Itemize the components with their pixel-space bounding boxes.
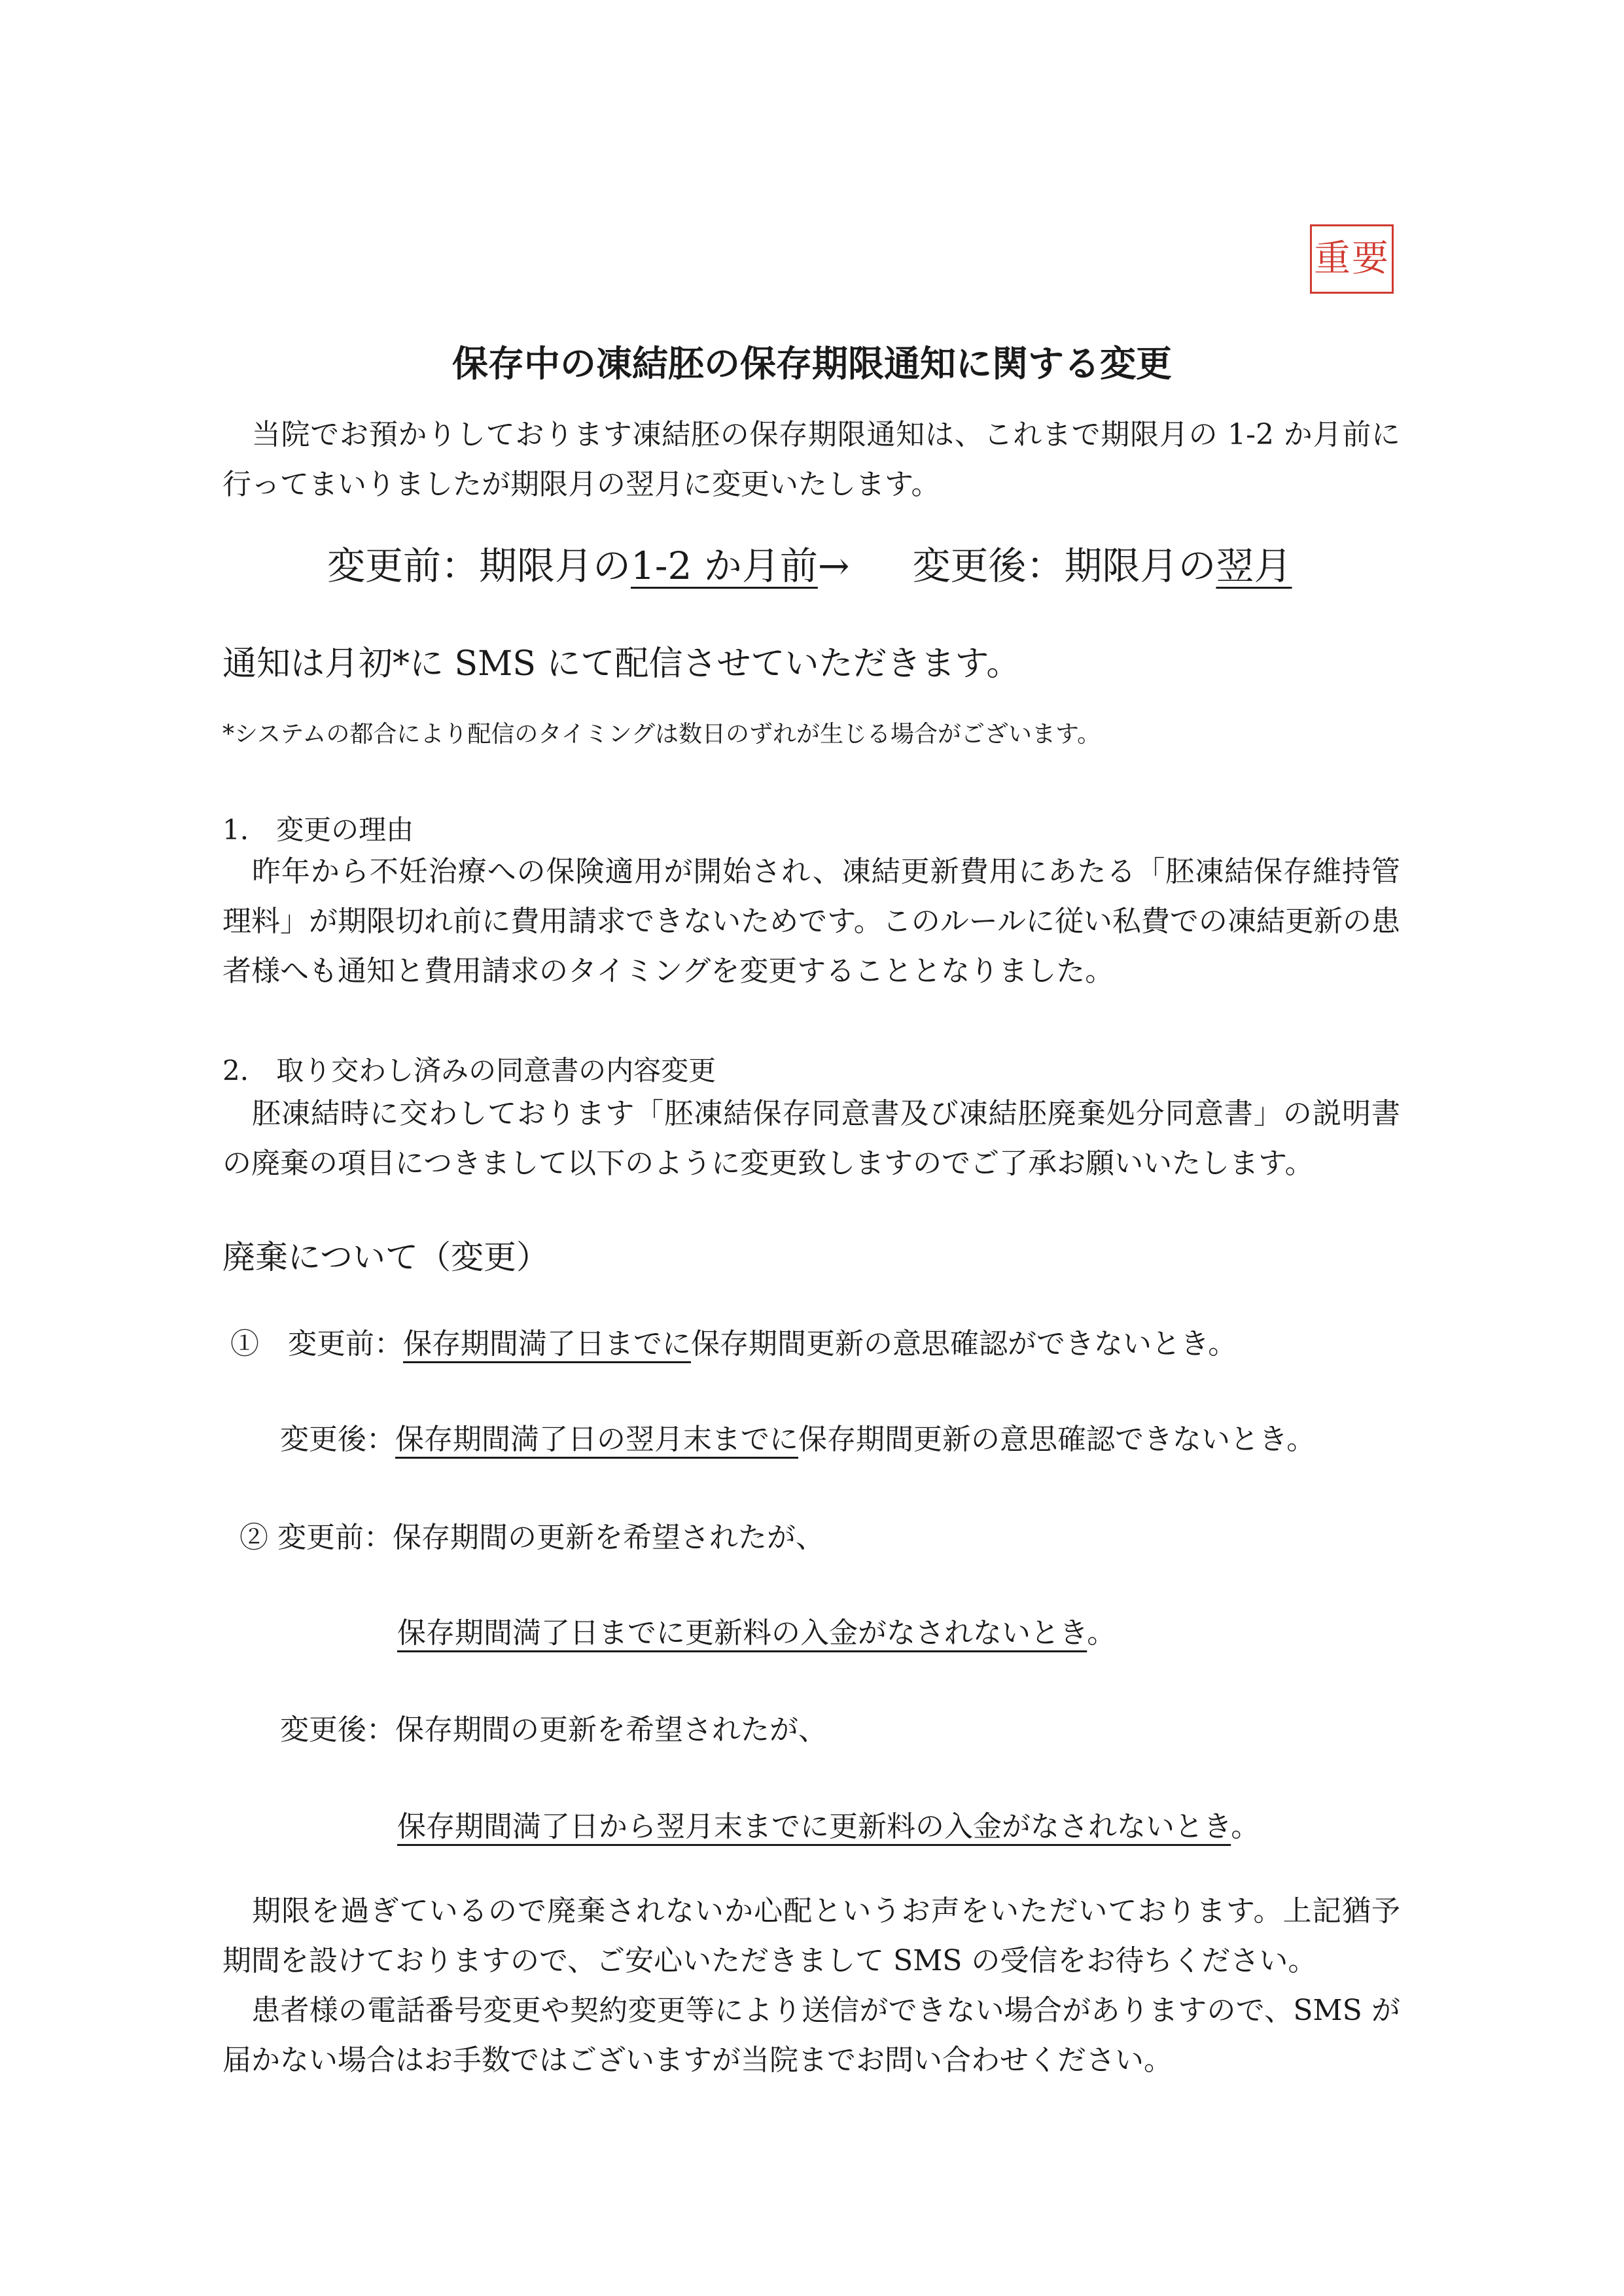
- item2-before-underlined: 保存期間満了日までに更新料の入金がなされないとき: [397, 1616, 1087, 1650]
- item2-after-period: 。: [1231, 1810, 1260, 1843]
- section2-text: 胚凍結時に交わしております「胚凍結保存同意書及び凍結胚廃棄処分同意書」の説明書の廃棄の項目につきまして以下のように変更致しますのでご了承お願いいたします。: [222, 1097, 1400, 1180]
- footnote: *システムの都合により配信のタイミングは数日のずれが生じる場合がございます。: [222, 721, 1101, 748]
- before-value: 1-2 か月前: [631, 544, 818, 588]
- item1-after-underlined: 保存期間満了日の翌月末までに: [395, 1423, 798, 1456]
- item2-after-underlined: 保存期間満了日から翌月末までに更新料の入金がなされないとき: [397, 1810, 1231, 1843]
- item2-marker: ②: [239, 1521, 268, 1554]
- item1-after-rest: 保存期間更新の意思確認できないとき。: [798, 1423, 1316, 1456]
- after-value: 翌月: [1216, 544, 1292, 588]
- waste-title: 廃棄について（変更）: [222, 1238, 549, 1276]
- item1-after: [280, 1416, 1315, 1457]
- item2-after: [280, 1706, 827, 1748]
- item2-before-condition: [397, 1609, 1116, 1651]
- item2-after-line1: 保存期間の更新を希望されたが、: [395, 1713, 827, 1747]
- intro-paragraph: 当院でお預かりしております凍結胚の保存期限通知は、これまで期限月の 1-2 か月前に行ってまいりましたが期限月の翌月に変更いたします。: [222, 418, 1400, 501]
- item1-before-underlined: 保存期間満了日までに: [403, 1327, 691, 1361]
- section2-heading: 2. 取り交わし済みの同意書の内容変更: [222, 1054, 716, 1087]
- item1-before: [230, 1320, 1237, 1362]
- item2-before: [239, 1514, 824, 1556]
- item2-before-label: 変更前：: [277, 1521, 393, 1554]
- sms-notice: 通知は月初*に SMS にて配信させていただきます。: [222, 644, 1021, 684]
- item2-before-line1: 保存期間の更新を希望されたが、: [393, 1521, 824, 1554]
- arrow: →: [817, 544, 850, 588]
- section1-text: 昨年から不妊治療への保険適用が開始され、凍結更新費用にあたる「胚凍結保存維持管理料」が期限切れ前に費用請求できないためです。このルールに従い私費での凍結更新の患者様へも通知と費用請求のタイミングを変更することとなりました。: [222, 855, 1400, 988]
- change-comparison: [327, 535, 1292, 590]
- item1-marker: ①: [230, 1327, 259, 1361]
- item2-after-label: 変更後：: [280, 1713, 395, 1747]
- document-title: 保存中の凍結胚の保存期限通知に関する変更: [451, 342, 1172, 385]
- section1-heading: 1. 変更の理由: [222, 814, 414, 846]
- item1-after-label: 変更後：: [280, 1423, 395, 1456]
- before-label: 変更前：期限月の: [327, 544, 631, 588]
- closing-paragraph-1: 期限を過ぎているので廃棄されないか心配というお声をいただいております。上記猶予期間を設けておりますので、ご安心いただきまして SMS の受信をお待ちください。: [222, 1894, 1400, 1977]
- item1-before-rest: 保存期間更新の意思確認ができないとき。: [691, 1327, 1237, 1361]
- item1-before-label: 変更前：: [288, 1327, 403, 1361]
- important-stamp: 重要: [1310, 224, 1394, 294]
- after-label: 変更後：期限月の: [912, 544, 1216, 588]
- closing-paragraph-2: 患者様の電話番号変更や契約変更等により送信ができない場合がありますので、SMS が届かない場合はお手数ではございますが当院までお問い合わせください。: [222, 1994, 1400, 2077]
- item2-after-condition: [397, 1803, 1260, 1845]
- item2-before-period: 。: [1087, 1616, 1116, 1650]
